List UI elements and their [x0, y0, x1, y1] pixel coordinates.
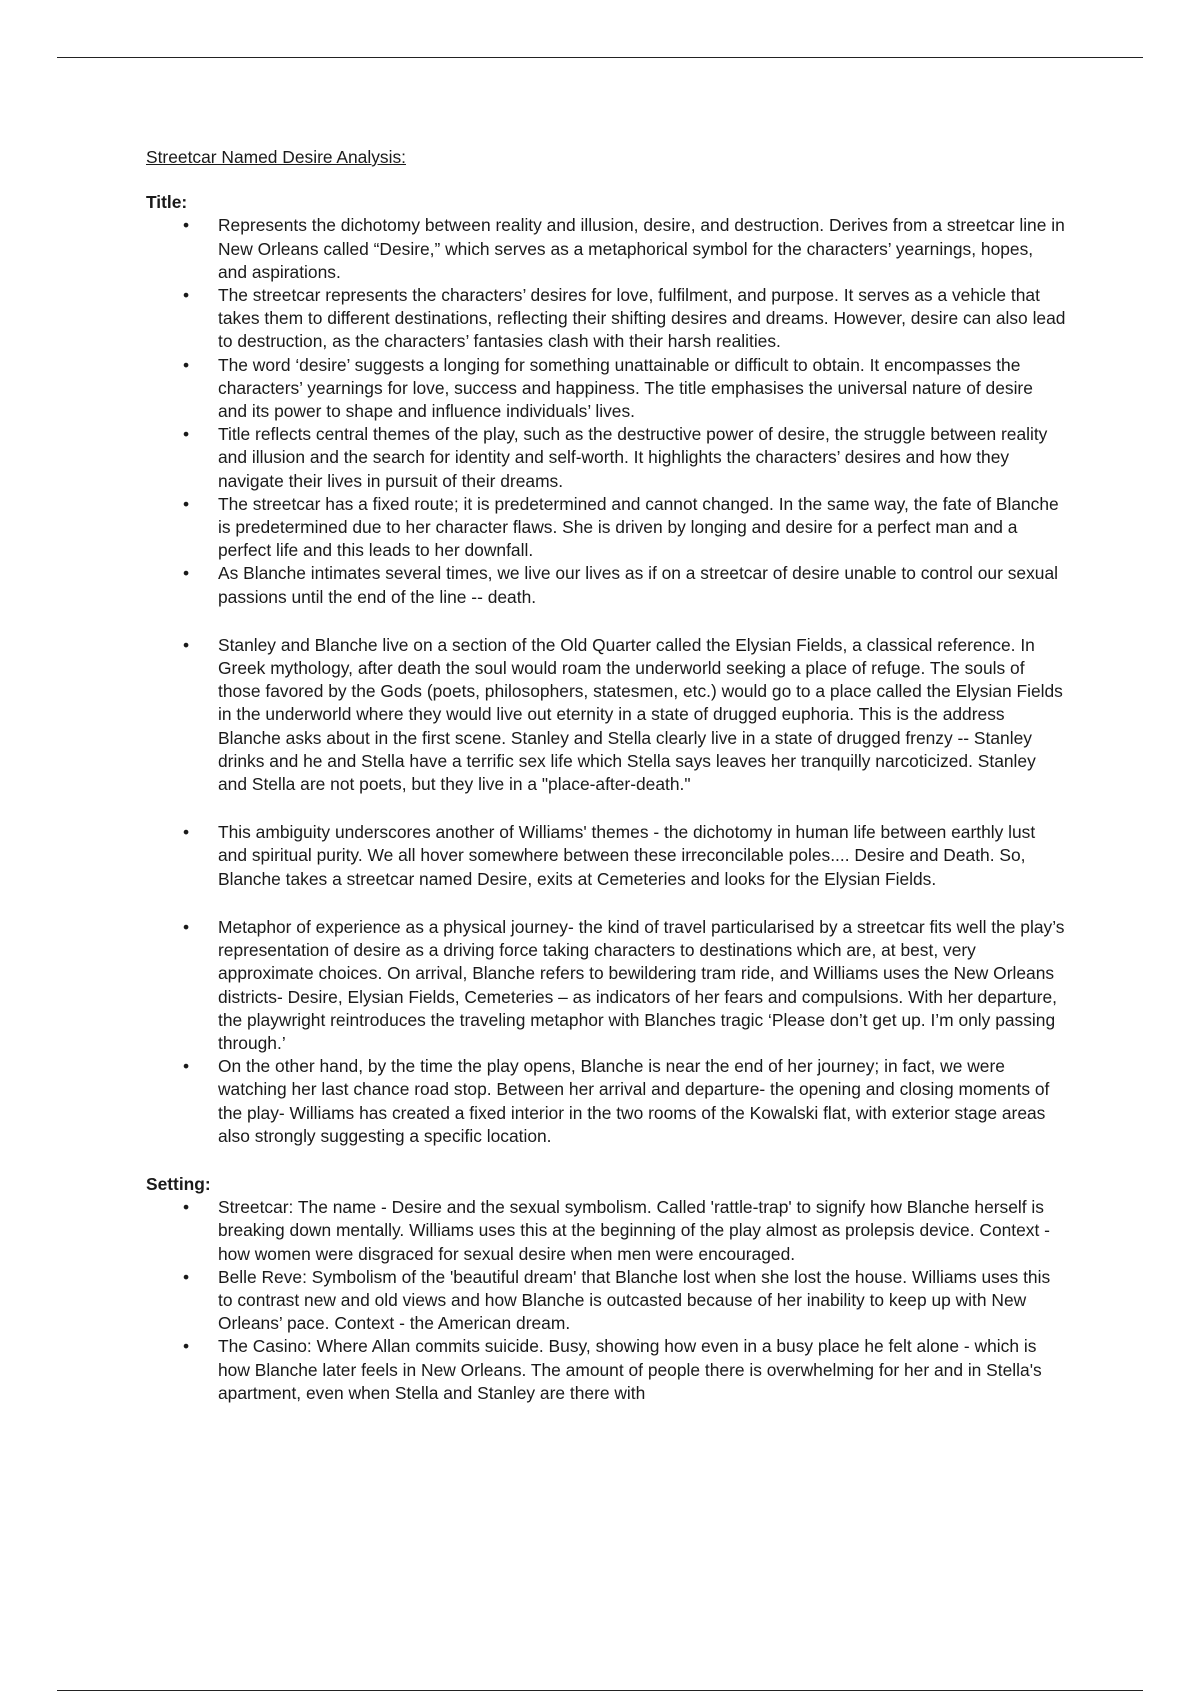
- section-heading: Setting:: [146, 1173, 211, 1194]
- list-item: [146, 634, 1066, 796]
- section-setting: [146, 1173, 1066, 1405]
- list-item-text: Stanley and Blanche live on a section of the Old Quarter called the Elysian Fields, a classical reference. In Greek mythology, after death the soul would roam the underworld seeking a place of refuge. The souls of those favored by the Gods (poets, philosophers, statesmen, etc.) would go to a place called the Elysian Fields in the underworld where they would live out eternity in a state of drugged euphoria. This is the address Blanche asks about in the first scene. Stanley and Stella clearly live in a state of drugged frenzy -- Stanley drinks and he and Stella have a terrific sex life which Stella says leaves her tranquilly narcoticized. Stanley and Stella are not poets, but they live in a "place-after-death.": [218, 634, 1063, 795]
- list-item: [146, 916, 1066, 1055]
- list-item-text: Metaphor of experience as a physical journey- the kind of travel particularised by a streetcar fits well the play’s representation of desire as a driving force taking characters to destinations which are, at best, very approximate choices. On arrival, Blanche refers to bewildering tram ride, and Williams uses the New Orleans districts- Desire, Elysian Fields, Cemeteries – as indicators of her fears and compulsions. With her departure, the playwright reintroduces the traveling metaphor with Blanches tragic ‘Please don’t get up. I’m only passing through.’: [218, 916, 1065, 1053]
- list-item-text: On the other hand, by the time the play opens, Blanche is near the end of her journey; in fact, we were watching her last chance road stop. Between her arrival and departure- the opening and closing moments of the play- Williams has created a fixed interior in the two rooms of the Kowalski flat, with exterior stage areas also strongly suggesting a specific location.: [218, 1056, 1050, 1146]
- bullet-icon: •: [183, 493, 190, 514]
- list-item: [146, 821, 1066, 891]
- list-item-text: The word ‘desire’ suggests a longing for something unattainable or difficult to obtain. It encompasses the characters’ yearnings for love, success and happiness. The title emphasises the universal nature of desire and its power to shape and influence individuals’ lives.: [218, 354, 1033, 422]
- bullet-icon: •: [183, 1056, 190, 1077]
- bullet-icon: •: [183, 822, 190, 843]
- list-item: [146, 1055, 1066, 1148]
- bullet-icon: •: [183, 285, 190, 306]
- section-title: [146, 191, 1066, 1148]
- bullet-icon: •: [183, 563, 190, 584]
- list-item-text: This ambiguity underscores another of Williams' themes - the dichotomy in human life between earthly lust and spiritual purity. We all hover somewhere between these irreconcilable poles.... Desire and Death. So, Blanche takes a streetcar named Desire, exits at Cemeteries and looks for the Elysian Fields.: [218, 822, 1036, 889]
- bullet-icon: •: [183, 215, 190, 236]
- bullet-icon: •: [183, 1266, 190, 1287]
- list-item: [146, 1335, 1066, 1405]
- list-item-text: Belle Reve: Symbolism of the 'beautiful dream' that Blanche lost when she lost the house. Williams uses this to contrast new and old views and how Blanche is outcasted because of her inability to keep up with New Orleans’ pace. Context - the American dream.: [218, 1266, 1051, 1334]
- bottom-rule: [57, 1690, 1143, 1691]
- bullet-icon: •: [183, 1197, 190, 1218]
- bullet-list: [146, 214, 1066, 1148]
- list-item: [146, 493, 1066, 563]
- section-heading: Title:: [146, 192, 188, 213]
- bullet-list: [146, 1196, 1066, 1405]
- document-body: [146, 146, 1066, 1405]
- list-item: [146, 354, 1066, 424]
- list-item-text: Streetcar: The name - Desire and the sexual symbolism. Called 'rattle-trap' to signify how Blanche herself is breaking down mentally. Williams uses this at the beginning of the play almost as prolepsis device. Context - how women were disgraced for sexual desire when men were encouraged.: [218, 1197, 1050, 1264]
- list-item-text: The streetcar represents the characters’ desires for love, fulfilment, and purpose. It serves as a vehicle that takes them to different destinations, reflecting their shifting desires and dreams. However, desire can also lead to destruction, as the characters’ fantasies clash with their harsh realities.: [218, 285, 1066, 352]
- list-item: [146, 1266, 1066, 1336]
- list-item-text: Represents the dichotomy between reality and illusion, desire, and destruction. Derives from a streetcar line in New Orleans called “Desire,” which serves as a metaphorical symbol for the characters’ yearnings, hopes, and aspirations.: [218, 215, 1065, 282]
- bullet-icon: •: [183, 424, 190, 445]
- bullet-icon: •: [183, 634, 190, 655]
- list-item-text: Title reflects central themes of the play, such as the destructive power of desire, the struggle between reality and illusion and the search for identity and self-worth. It highlights the characters’ desires and how they navigate their lives in pursuit of their dreams.: [218, 424, 1048, 491]
- list-item: [146, 423, 1066, 493]
- list-item: [146, 284, 1066, 354]
- list-item-text: The streetcar has a fixed route; it is predetermined and cannot changed. In the same way, the fate of Blanche is predetermined due to her character flaws. She is driven by longing and desire for a perfect man and a perfect life and this leads to her downfall.: [218, 493, 1059, 561]
- list-item: [146, 562, 1066, 608]
- list-item: [146, 214, 1066, 284]
- bullet-icon: •: [183, 916, 190, 937]
- list-item: [146, 1196, 1066, 1266]
- bullet-icon: •: [183, 1336, 190, 1357]
- document-title: Streetcar Named Desire Analysis:: [146, 147, 406, 167]
- top-rule: [57, 57, 1143, 58]
- list-item-text: As Blanche intimates several times, we live our lives as if on a streetcar of desire unable to control our sexual passions until the end of the line -- death.: [218, 563, 1058, 607]
- list-item-text: The Casino: Where Allan commits suicide. Busy, showing how even in a busy place he felt alone - which is how Blanche later feels in New Orleans. The amount of people there is overwhelming for her and in Stella's apartment, even when Stella and Stanley are there with: [218, 1336, 1042, 1403]
- bullet-icon: •: [183, 354, 190, 375]
